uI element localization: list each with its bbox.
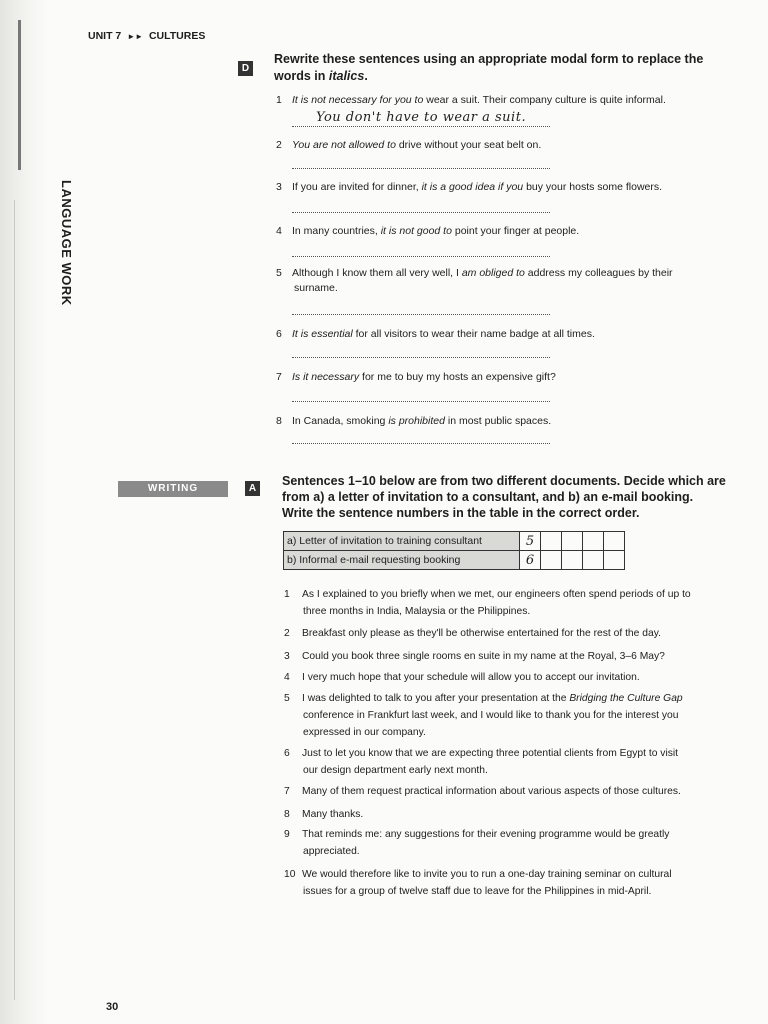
answer-line-2[interactable] xyxy=(292,168,550,169)
side-label: LANGUAGE WORK xyxy=(59,180,74,306)
exercise-item-2: 2 You are not allowed to drive without your seat belt on. xyxy=(276,139,542,151)
writing-tab: WRITING xyxy=(118,481,228,497)
exercise-item-3: 3 If you are invited for dinner, it is a good idea if you buy your hosts some flowers. xyxy=(276,181,663,193)
sentence-5: 5 I was delighted to talk to you after your presentation at the Bridging the Culture Gap conference in Frankfurt last week, and I would like to thank you for the interest you expressed in our company. xyxy=(284,693,683,738)
arrow-icon: ►► xyxy=(127,32,144,41)
page-spine xyxy=(0,0,48,1024)
table-row-b xyxy=(284,551,625,570)
exercise-item-5: 5 Although I know them all very well, I am obliged to address my colleagues by their surname. xyxy=(276,267,673,294)
unit-number: UNIT 7 xyxy=(88,30,122,42)
cell-b-5[interactable] xyxy=(604,551,625,570)
cell-b-4[interactable] xyxy=(583,551,604,570)
section-a-instructions: Sentences 1–10 below are from two different documents. Decide which are from a) a letter of invitation to a consultant, and b) an e-mail booking. Write the sentence numbers in the table in the correct order. xyxy=(282,474,726,520)
table-row-a xyxy=(284,532,625,551)
unit-header xyxy=(88,30,205,42)
answer-line-6[interactable] xyxy=(292,357,550,358)
cell-a-5[interactable] xyxy=(604,532,625,551)
answer-line-5[interactable] xyxy=(292,314,550,315)
answer-line-1[interactable] xyxy=(292,126,550,127)
unit-title: CULTURES xyxy=(148,30,206,42)
cell-b-1[interactable]: 6 xyxy=(520,551,541,570)
cell-a-4[interactable] xyxy=(583,532,604,551)
exercise-item-7: 7 Is it necessary for me to buy my hosts an expensive gift? xyxy=(276,371,556,383)
cell-a-3[interactable] xyxy=(562,532,583,551)
section-a-badge: A xyxy=(245,481,260,496)
exercise-item-8: 8 In Canada, smoking is prohibited in most public spaces. xyxy=(276,415,552,427)
sentence-3: 3 Could you book three single rooms en suite in my name at the Royal, 3–6 May? xyxy=(284,651,665,662)
exercise-item-6: 6 It is essential for all visitors to wear their name badge at all times. xyxy=(276,328,595,340)
exercise-item-4: 4 In many countries, it is not good to point your finger at people. xyxy=(276,225,580,237)
sentence-8: 8 Many thanks. xyxy=(284,809,364,820)
spine-fold xyxy=(14,200,15,1000)
answer-line-4[interactable] xyxy=(292,256,550,257)
cell-a-1[interactable]: 5 xyxy=(520,532,541,551)
sentence-4: 4 I very much hope that your schedule will allow you to accept our invitation. xyxy=(284,672,640,683)
section-d-instructions: Rewrite these sentences using an appropriate modal form to replace the words in italics. xyxy=(274,52,704,83)
answer-line-8[interactable] xyxy=(292,443,550,444)
sentence-1: 1 As I explained to you briefly when we met, our engineers often spend periods of up to three months in India, Malaysia or the Philippines. xyxy=(284,589,691,617)
section-d-badge: D xyxy=(238,61,253,76)
sentence-6: 6 Just to let you know that we are expecting three potential clients from Egypt to visit our design department early next month. xyxy=(284,748,679,776)
handwritten-answer-1: You don't have to wear a suit. xyxy=(316,110,527,125)
exercise-item-1: 1 It is not necessary for you to wear a suit. Their company culture is quite informal. xyxy=(276,94,666,106)
page-number: 30 xyxy=(106,1001,119,1013)
answer-line-3[interactable] xyxy=(292,212,550,213)
sentence-9: 9 That reminds me: any suggestions for their evening programme would be greatly appreciated. xyxy=(284,829,670,857)
spine-edge xyxy=(18,20,21,170)
sentence-2: 2 Breakfast only please as they'll be otherwise entertained for the rest of the day. xyxy=(284,628,661,639)
cell-a-2[interactable] xyxy=(541,532,562,551)
row-label-a: a) Letter of invitation to training consultant xyxy=(284,532,520,551)
sentence-10: 10 We would therefore like to invite you to run a one-day training seminar on cultural issues for a group of twelve staff due to leave for the Philippines in mid-April. xyxy=(284,869,672,897)
row-label-b: b) Informal e-mail requesting booking xyxy=(284,551,520,570)
sentence-7: 7 Many of them request practical information about various aspects of those cultures. xyxy=(284,786,681,797)
cell-b-3[interactable] xyxy=(562,551,583,570)
answer-line-7[interactable] xyxy=(292,401,550,402)
answer-table xyxy=(283,531,625,570)
cell-b-2[interactable] xyxy=(541,551,562,570)
